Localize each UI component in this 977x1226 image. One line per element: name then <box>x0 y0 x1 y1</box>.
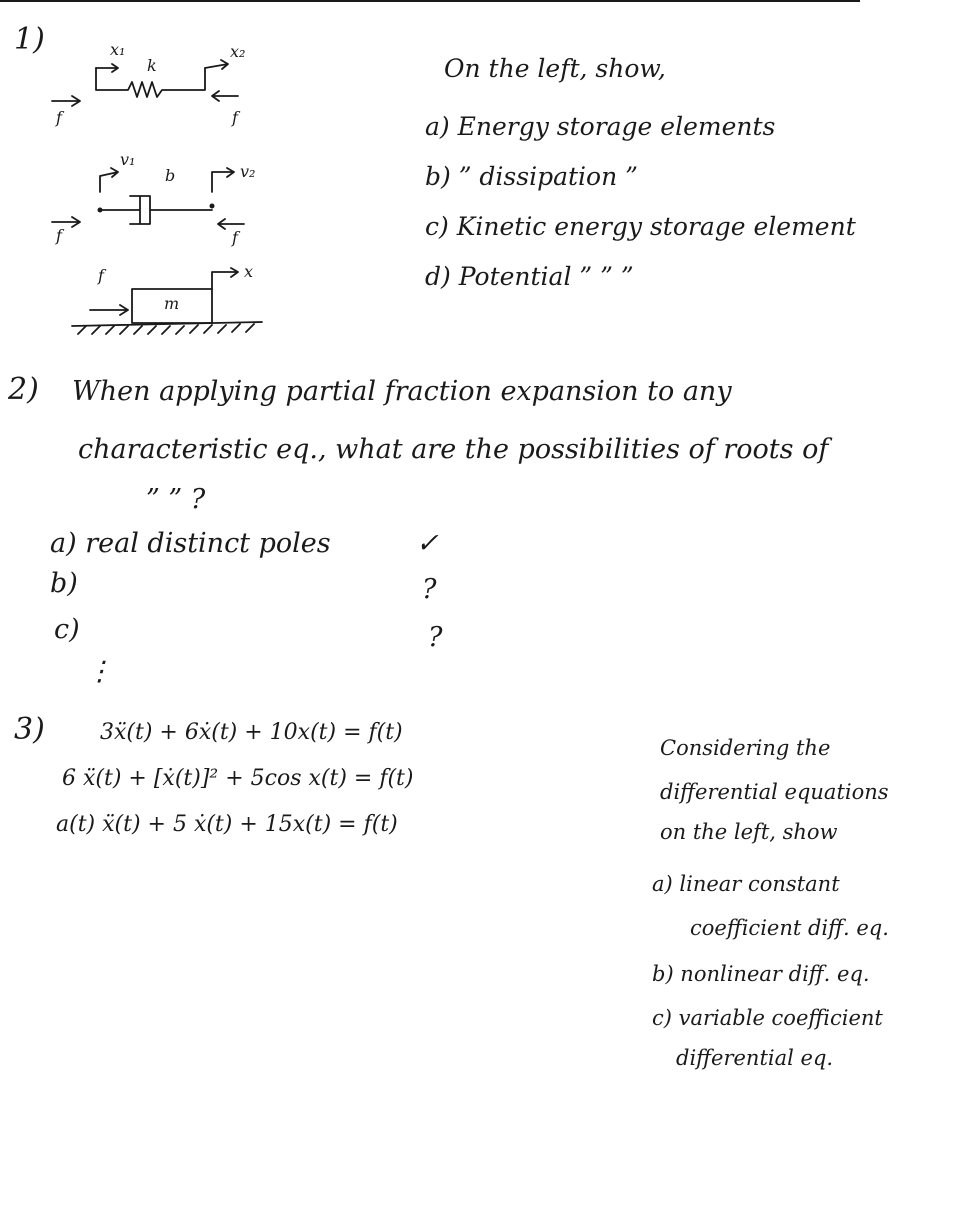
label-x1: x₁ <box>110 40 126 59</box>
label-b: b <box>165 166 176 185</box>
q2-item-b-mark: ? <box>422 574 437 605</box>
damper-v1-arrow <box>100 168 118 192</box>
q3-prompt-3: on the left, show <box>660 820 838 844</box>
q3-item-b: b) nonlinear diff. eq. <box>652 962 870 986</box>
label-x2: x₂ <box>230 42 246 61</box>
q3-equation-3: a(t) ẍ(t) + 5 ẋ(t) + 15x(t) = f(t) <box>56 812 398 837</box>
q2-item-c-mark: ? <box>428 622 443 653</box>
q3-item-c-2: differential eq. <box>676 1046 834 1070</box>
spring-force-right-arrow <box>212 91 238 101</box>
q2-line-1: When applying partial fraction expansion to any <box>72 376 732 407</box>
q3-prompt-2: differential equations <box>660 780 889 804</box>
q3-equation-1: 3ẍ(t) + 6ẋ(t) + 10x(t) = f(t) <box>100 720 403 745</box>
spring-diagram <box>52 60 238 106</box>
q3-item-c-1: c) variable coefficient <box>652 1006 883 1030</box>
damper-force-right-arrow <box>218 219 244 229</box>
q2-item-c: c) <box>54 614 80 645</box>
label-damper-f-left: f <box>56 226 62 245</box>
label-mass-m: m <box>164 294 180 313</box>
q2-ellipsis: ⋮ <box>86 656 113 687</box>
label-v2: v₂ <box>240 162 256 181</box>
q2-item-b: b) <box>50 568 78 599</box>
label-spring-f-left: f <box>56 108 62 127</box>
q1-intro: On the left, show, <box>444 54 666 83</box>
spring-x1-arrow <box>96 64 118 72</box>
damper-element <box>100 196 212 224</box>
q2-item-a-check: ✓ <box>416 528 439 559</box>
damper-v2-arrow <box>212 168 234 192</box>
q2-line-3: ” ” ? <box>146 484 206 515</box>
damper-node-right <box>210 204 215 209</box>
q2-line-2: characteristic eq., what are the possibilities of roots of <box>78 434 829 465</box>
q1-item-c: c) Kinetic energy storage element <box>425 212 856 241</box>
mass-force-arrow <box>90 305 128 315</box>
q3-item-a-2: coefficient diff. eq. <box>690 916 889 940</box>
label-spring-f-right: f <box>232 108 238 127</box>
label-k: k <box>147 56 157 75</box>
label-v1: v₁ <box>120 150 136 169</box>
q2-item-a: a) real distinct poles <box>50 528 331 559</box>
q1-item-d: d) Potential ” ” ” <box>425 262 634 291</box>
q3-prompt-1: Considering the <box>660 736 831 760</box>
label-mass-f: f <box>98 266 104 285</box>
q3-number: 3) <box>14 712 45 747</box>
q2-number: 2) <box>8 372 39 407</box>
q3-item-a-1: a) linear constant <box>652 872 840 896</box>
q1-number: 1) <box>14 22 45 57</box>
spring-force-left-arrow <box>52 96 80 106</box>
q3-equation-2: 6 ẍ(t) + [ẋ(t)]² + 5cos x(t) = f(t) <box>62 766 414 791</box>
damper-diagram <box>52 168 244 229</box>
mass-x-arrow <box>212 268 238 289</box>
label-damper-f-right: f <box>232 228 238 247</box>
spring-x2-arrow <box>205 60 228 69</box>
label-mass-x: x <box>244 262 254 281</box>
q1-item-b: b) ” dissipation ” <box>425 162 638 191</box>
q1-item-a: a) Energy storage elements <box>425 112 776 141</box>
